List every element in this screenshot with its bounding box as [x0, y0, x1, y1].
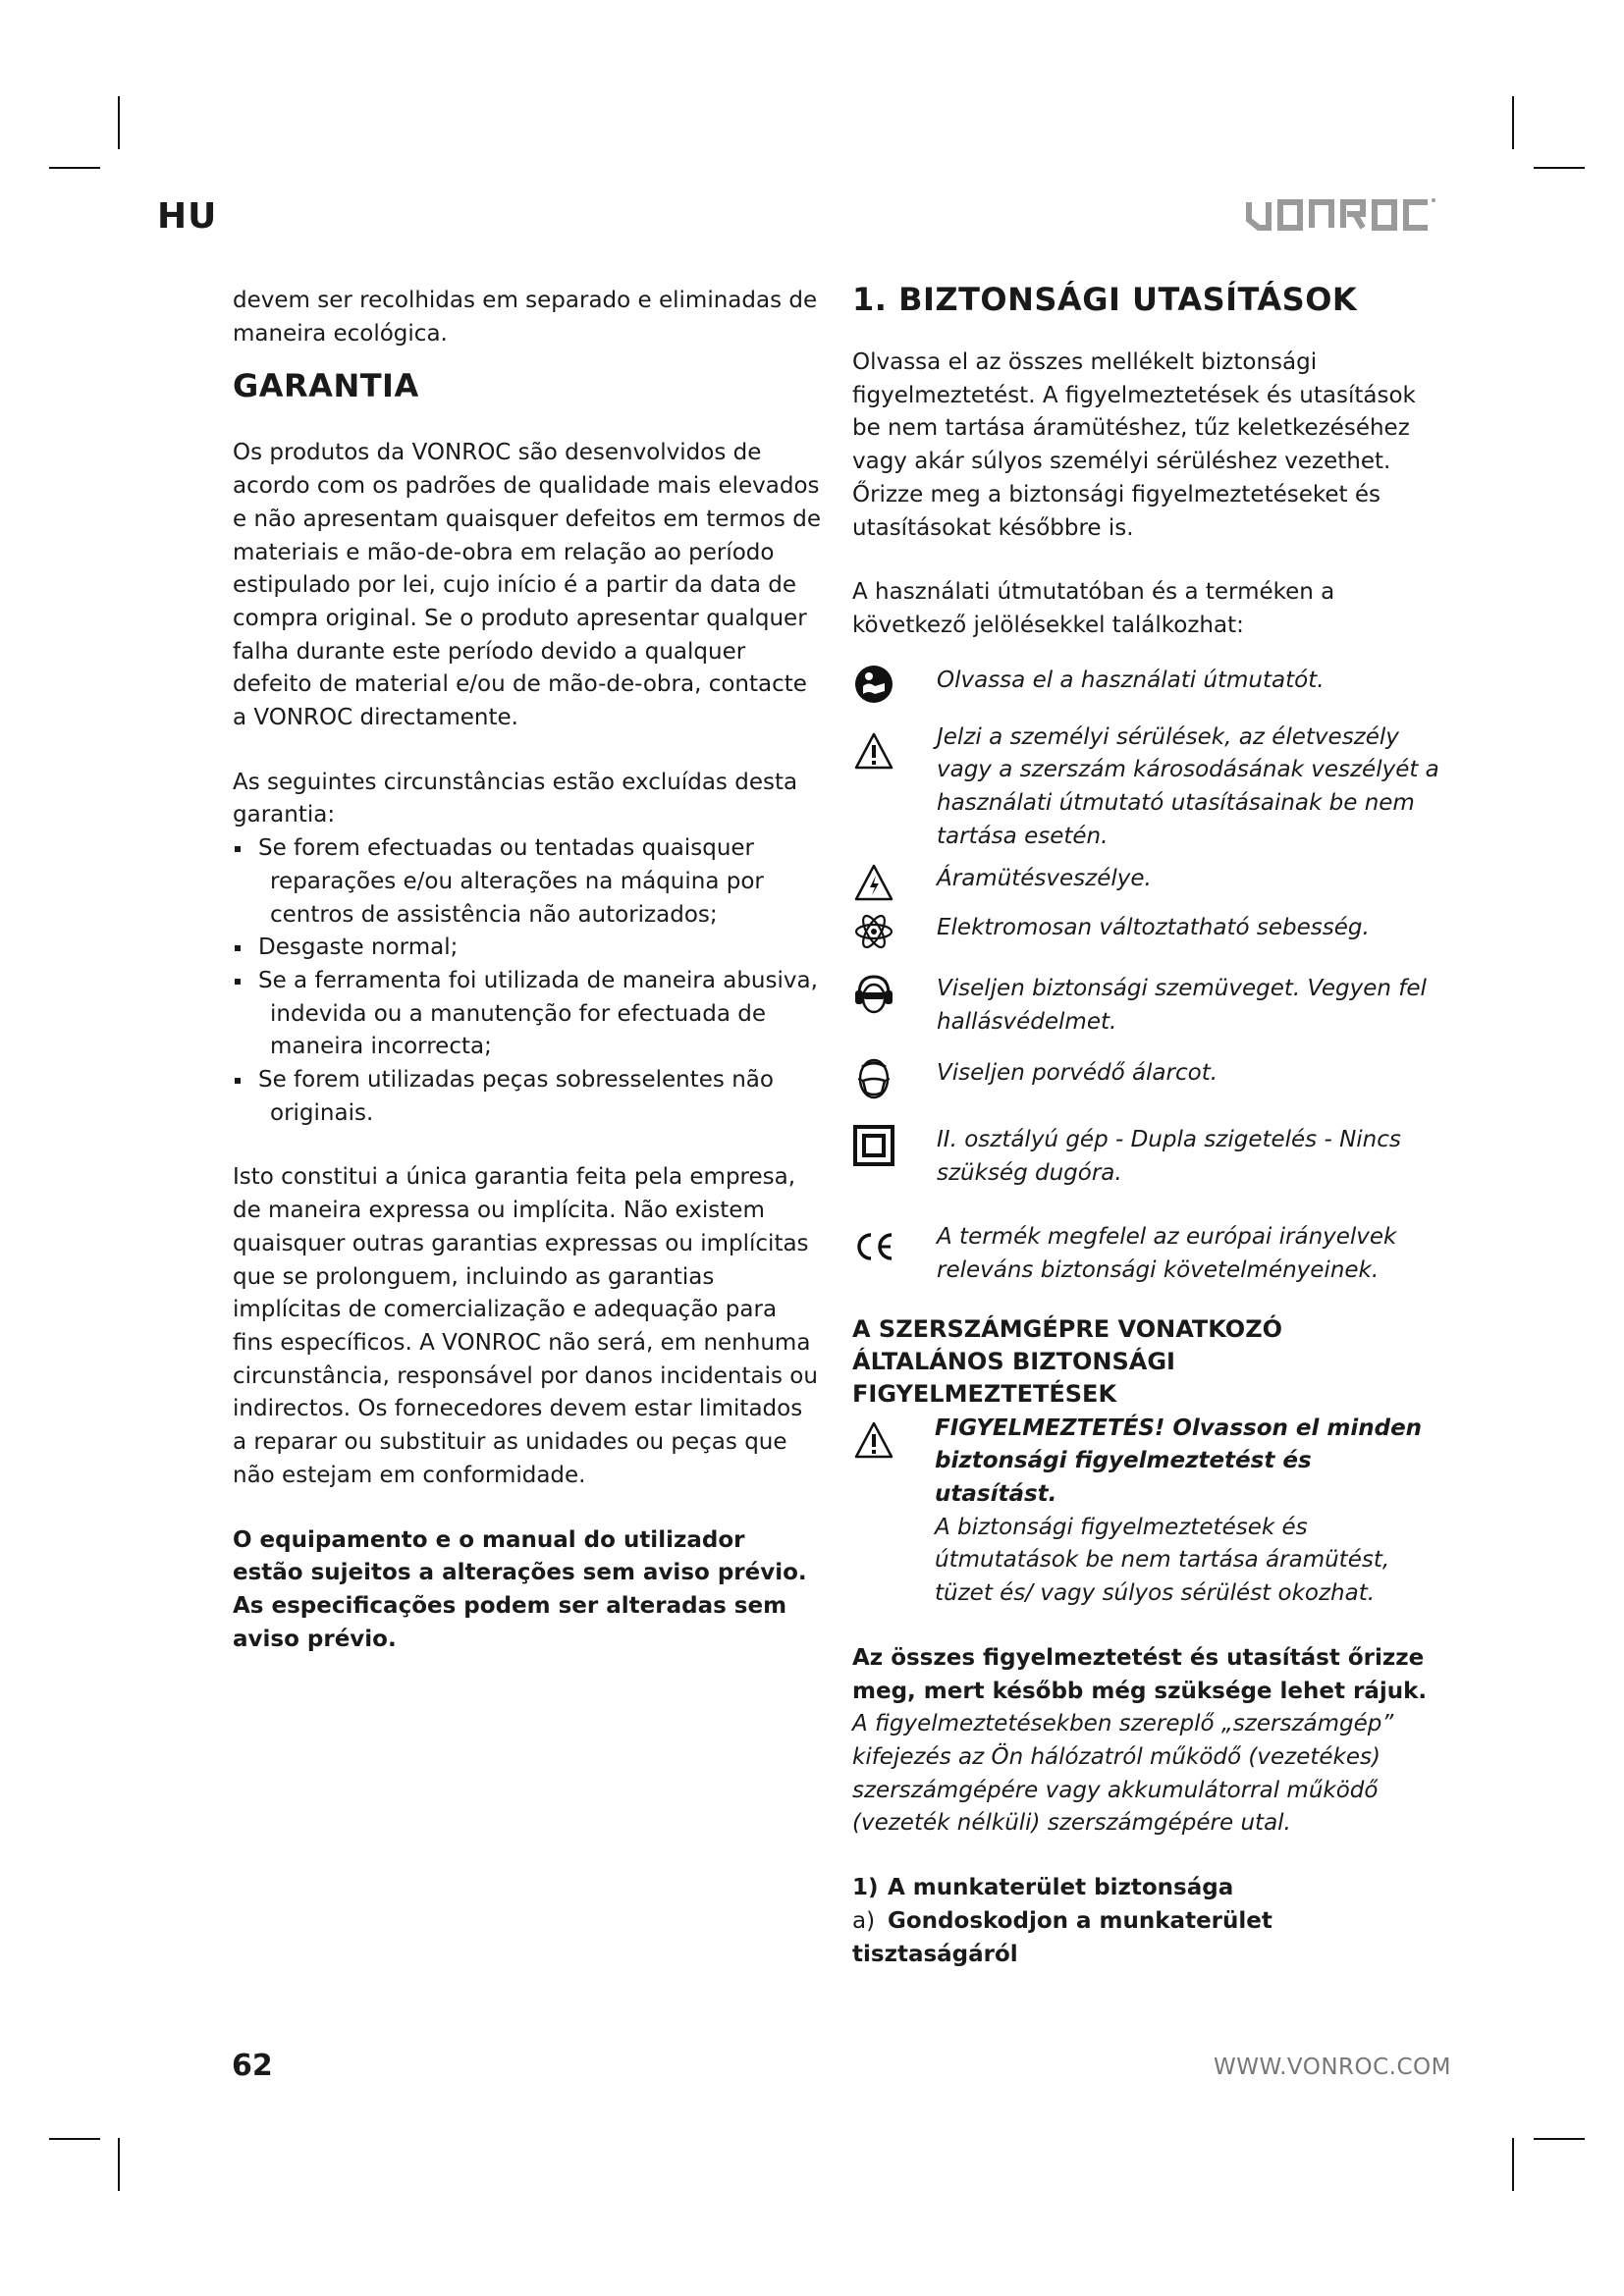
exclusions-list — [233, 832, 822, 1130]
symbol-text: Elektromosan változtatható sebesség. — [937, 915, 1370, 941]
safety-goggles-earmuffs-icon — [852, 973, 895, 1016]
list-item: Se forem efectuadas ou tentadas quaisquer reparações e/ou alterações na máquina por centros de assistência não autorizados; — [233, 832, 822, 932]
keep-instructions-bold: Az összes figyelmeztetést és utasítást őrizze meg, mert később még szüksége lehet rájuk. — [852, 1644, 1428, 1704]
language-code: HU — [157, 196, 218, 237]
left-column — [233, 285, 822, 1656]
section-heading: 1. BIZTONSÁGI UTASÍTÁSOK — [852, 281, 1358, 318]
crop-mark — [49, 167, 100, 169]
electronic-speed-icon — [852, 912, 895, 951]
symbol-row — [852, 1221, 1441, 1287]
symbol-row — [852, 665, 1441, 704]
symbol-row — [852, 721, 1441, 854]
read-manual-icon — [852, 665, 895, 704]
crop-mark — [118, 2138, 120, 2191]
warning-triangle-icon — [852, 1413, 895, 1460]
crop-mark — [49, 2138, 100, 2140]
intro-text: devem ser recolhidas em separado e eliminadas de maneira ecológica. — [233, 288, 818, 347]
crop-mark — [118, 96, 120, 149]
symbol-text: Viseljen porvédő álarcot. — [937, 1059, 1218, 1086]
symbol-text: Olvassa el a használati útmutatót. — [937, 667, 1325, 693]
crop-mark — [1534, 2138, 1585, 2140]
footer-url: WWW.VONROC.COM — [1214, 2055, 1451, 2080]
list-item: Se a ferramenta foi utilizada de maneira abusiva, indevida ou a manutenção for efectuada de maneira incorrecta; — [233, 965, 822, 1064]
symbol-text: II. osztályú gép - Dupla szigetelés - Nincs szükség dugóra. — [937, 1126, 1401, 1186]
general-warnings-heading: A SZERSZÁMGÉPRE VONATKOZÓ ÁLTALÁNOS BIZTONSÁGI FIGYELMEZTETÉSEK — [852, 1314, 1282, 1408]
warranty-disclaimer: Isto constitui a única garantia feita pela empresa, de maneira expressa ou implícita. Não existem quaisquer outras garantias expressas ou implícitas que se prolonguem, incluindo as garantias implícitas de comercialização e adequação para fins específicos. A VONROC não será, em nenhuma circunstância, responsável por danos incidentais ou indirectos. Os fornecedores devem estar limitados a reparar ou substituir as unidades ou peças que não estejam em conformidade. — [233, 1164, 818, 1488]
warning-text: A biztonsági figyelmeztetések és útmutatások be nem tartása áramütést, tüzet és/ vagy súlyos sérülést okozhat. — [935, 1514, 1390, 1607]
keep-instructions-italic: A figyelmeztetésekben szereplő „szerszámgép” kifejezés az Ön hálózatról működő (vezetékes) szerszámgépére vagy akkumulátorral működő (vezeték nélküli) szerszámgépére utal. — [852, 1711, 1394, 1837]
vonroc-logo — [1245, 194, 1437, 234]
garantia-heading: GARANTIA — [233, 367, 419, 405]
exclusions-intro: As seguintes circunstâncias estão excluídas desta garantia: — [233, 769, 798, 828]
crop-mark — [1512, 2138, 1514, 2191]
warning-bold-text: FIGYELMEZTETÉS! Olvasson el minden biztonsági figyelmeztetést és utasítást. — [935, 1415, 1423, 1508]
symbol-row — [852, 973, 1441, 1039]
symbol-text: Viseljen biztonsági szemüveget. Vegyen fel hallásvédelmet. — [937, 976, 1427, 1036]
double-insulation-icon — [852, 1124, 895, 1167]
garantia-paragraph: Os produtos da VONROC são desenvolvidos de acordo com os padrões de qualidade mais elevados e não apresentam quaisquer defeitos em termos de materiais e mão-de-obra em relação ao período estipulado por lei, cujo início é a partir da data de compra original. Se o produto apresentar qualquer falha durante este período devido a qualquer defeito de material e/ou de mão-de-obra, contacte a VONROC directamente. — [233, 440, 821, 731]
safety-intro: Olvassa el az összes mellékelt biztonsági figyelmeztetést. A figyelmeztetések és utasítások be nem tartása áramütéshez, tűz keletkezéséhez vagy akár súlyos személyi sérüléshez vezethet. Őrizze meg a biztonsági figyelmeztetéseket és utasításokat későbbre is. — [852, 349, 1416, 541]
section-1-title: 1) A munkaterület biztonsága — [852, 1875, 1234, 1901]
warning-block — [852, 1413, 1441, 1611]
symbol-text: Áramütésveszélye. — [937, 866, 1152, 892]
electric-hazard-icon — [852, 863, 895, 902]
symbol-text: Jelzi a személyi sérülések, az életveszély vagy a szerszám károsodásának veszélyét a használati útmutató utasításainak be nem tartása esetén. — [937, 723, 1439, 849]
crop-mark — [1512, 96, 1514, 149]
symbol-row — [852, 1124, 1441, 1190]
dust-mask-icon — [852, 1057, 895, 1100]
page-number: 62 — [232, 2049, 273, 2083]
symbol-row — [852, 1057, 1441, 1100]
symbol-text: A termék megfelel az európai irányelvek releváns biztonsági követelményeinek. — [937, 1224, 1397, 1283]
change-notice: O equipamento e o manual do utilizador estão sujeitos a alterações sem aviso prévio. As especificações podem ser alteradas sem aviso prévio. — [233, 1526, 807, 1652]
item-a-title: a) Gondoskodjon a munkaterület tisztaságáról — [852, 1907, 1272, 1967]
warning-triangle-icon — [852, 721, 895, 771]
right-column — [852, 280, 1441, 1971]
list-item: Desgaste normal; — [233, 932, 822, 965]
ce-mark-icon — [852, 1221, 895, 1264]
symbol-row — [852, 863, 1441, 902]
symbols-intro: A használati útmutatóban és a terméken a következő jelölésekkel találkozhat: — [852, 579, 1335, 638]
symbol-row — [852, 912, 1441, 951]
list-item: Se forem utilizadas peças sobresselentes não originais. — [233, 1064, 822, 1130]
crop-mark — [1534, 167, 1585, 169]
